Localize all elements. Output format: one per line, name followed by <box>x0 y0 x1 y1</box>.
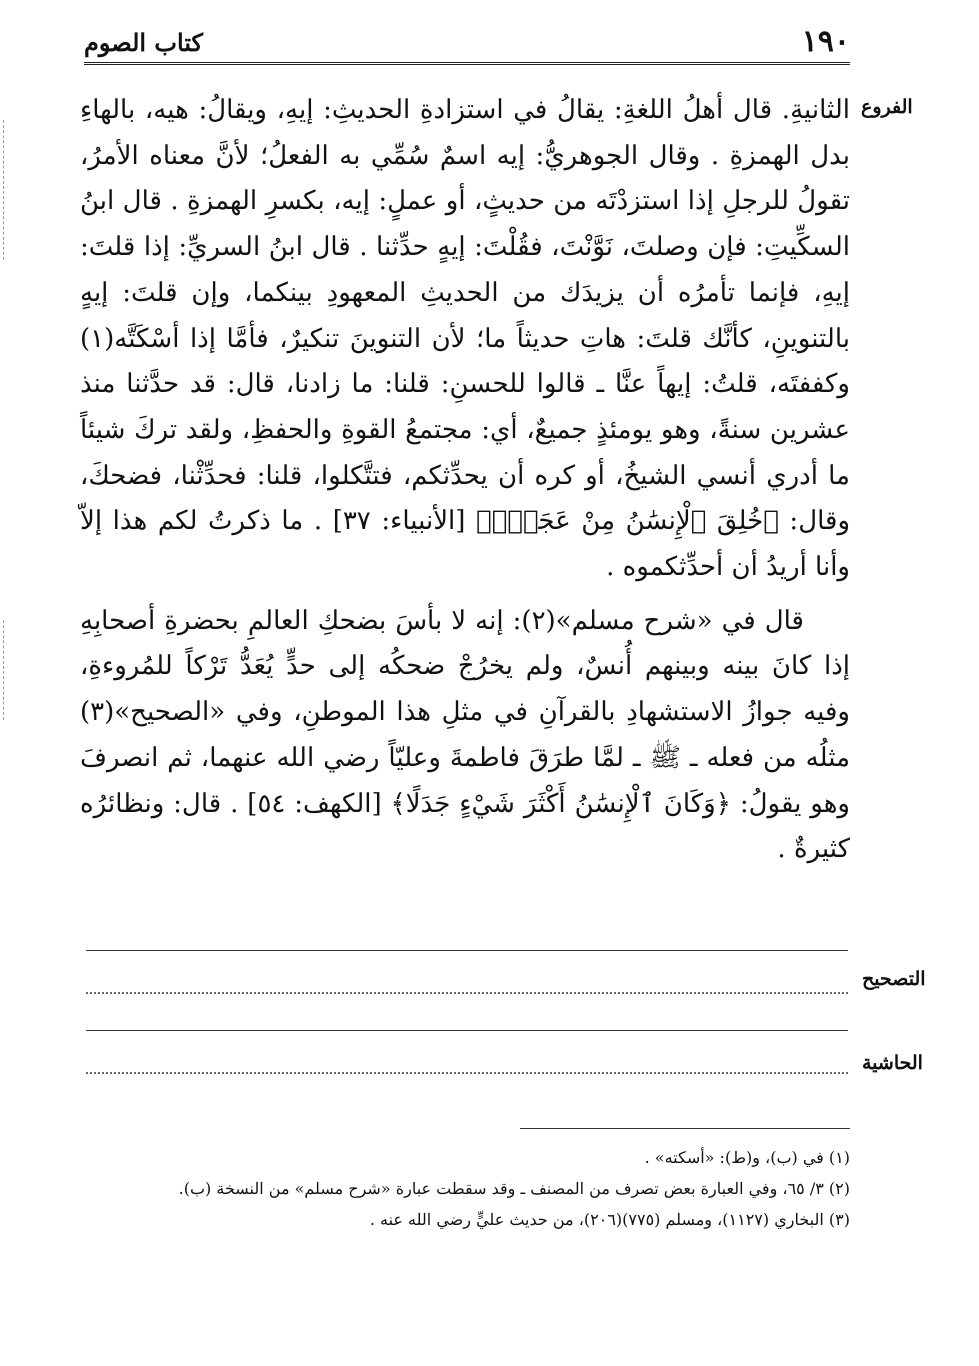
footnote-2: (٢) ٣/ ٦٥، وفي العبارة بعض تصرف من المصنف ـ وقد سقطت عبارة «شرح مسلم» من النسخة (ب). <box>178 1179 850 1198</box>
footnote-separator <box>520 1128 850 1129</box>
divider-line <box>86 950 848 951</box>
paragraph-2: قال في «شرح مسلم»(٢): إنه لا بأسَ بضحكِ العالمِ بحضرةِ أصحابِهِ إذا كانَ بينه وبينهم أُنسٌ، ولم يخرُجْ ضحكُه إلى حدٍّ يُعَدُّ تَرْكاً للمُروءةِ، وفيه جوازُ الاستشهادِ بالقرآنِ في مثلِ هذا الموطنِ، وفي «الصحيح»(٣) مثلُه من فعله ـ ﷺ ـ لمَّا طرَقَ فاطمةَ وعليّاً رضي الله عنهما، ثم انصرفَ وهو يقولُ: ﴿وَكَانَ ٱلْإِنسَٰنُ أَكْثَرَ شَيْءٍ جَدَلًا﴾ [الكهف: ٥٤] . قال: ونظائرُه كثيرةٌ . <box>80 605 850 865</box>
footnote-3: (٣) البخاري (١١٢٧)، ومسلم (٧٧٥)(٢٠٦)، من حديث عليٍّ رضي الله عنه . <box>369 1210 850 1229</box>
paragraph-1: الثانيةِ. قال أهلُ اللغةِ: يقالُ في استزادةِ الحديثِ: إيهِ، ويقالُ: هيه، بالهاءِ بدل الهمزةِ . وقال الجوهريُّ: إيه اسمٌ سُمِّي به الفعلُ؛ لأنَّ معناه الأمرُ، تقولُ للرجلِ إذا استزدْتَه من حديثٍ، أو عملٍ: إيه، بكسرِ الهمزةِ . قال ابنُ السكِّيتِ: فإن وصلتَ، نَوَّنْتَ، فقُلْتَ: إيهٍ حدِّثنا . قال ابنُ السريِّ: إذا قلتَ: إيهِ، فإنما تأمرُه أن يزيدَك من الحديثِ المعهودِ بينكما، وإن قلتَ: إيهٍ بالتنوينِ، كأنَّك قلتَ: هاتِ حديثاً ما؛ لأن التنوينَ تنكيرٌ، فأمَّا إذا أسْكَتَّه(١) وكففتَه، قلتُ: إيهاً عنَّا ـ قالوا للحسنِ: قلنا: ما زادنا، قال: قد حدَّثنا منذ عشرين سنةً، وهو يومئذٍ جميعٌ، أي: مجتمعُ القوةِ والحفظِ، ولقد تركَ شيئاً ما أدري أنسي الشيخُ، أو كره أن يحدِّثكم، فتتَّكلوا، قلنا: فحدِّثْنا، فضحكَ، وقال: ﴿خُلِقَ ٱلْإِنسَٰنُ مِنْ عَجَلٍۚ﴾ [الأنبياء: ٣٧] . ما ذكرتُ لكم هذا إلاّ وأنا أريدُ أن أحدِّثكموه . <box>80 95 850 583</box>
margin-note-topic: الفروع <box>861 96 913 118</box>
footnote-1: (١) في (ب)، و(ط): «أسكته» . <box>644 1148 850 1167</box>
footnotes <box>80 1142 850 1235</box>
page-header <box>84 22 850 65</box>
margin-note-correction: التصحيح <box>862 968 926 990</box>
scan-edge <box>3 620 4 720</box>
divider-line <box>86 1030 848 1031</box>
correction-dotted-line <box>86 992 848 994</box>
scan-edge <box>3 120 4 260</box>
page-number: ١٩٠ <box>801 24 850 59</box>
annotation-dotted-line <box>86 1072 848 1074</box>
main-text <box>80 88 850 873</box>
margin-note-annotation: الحاشية <box>862 1052 923 1074</box>
running-title: كتاب الصوم <box>84 28 203 57</box>
